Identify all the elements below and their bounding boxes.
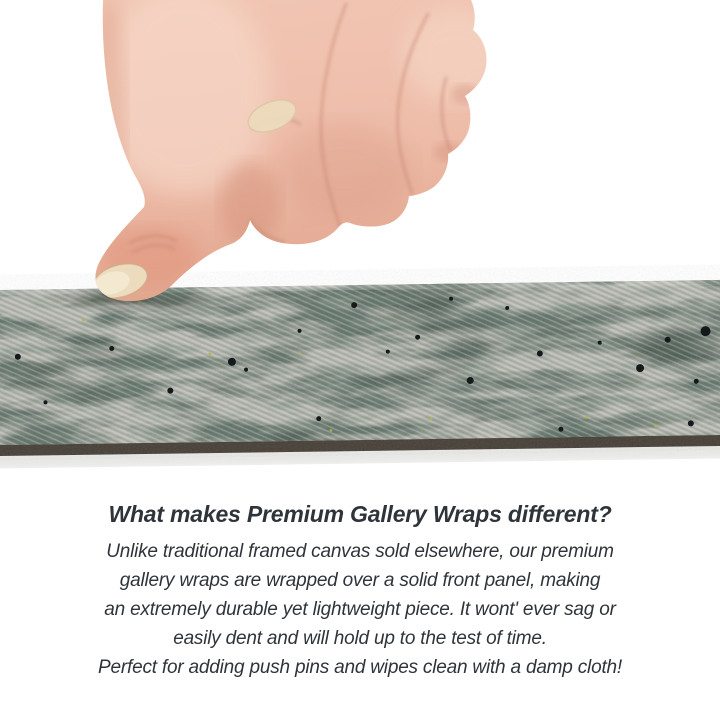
caption-line: Perfect for adding push pins and wipes clean with a damp cloth! [98, 657, 622, 678]
hand-pressing-graphic [89, 0, 510, 304]
caption-line: an extremely durable yet lightweight piece. It wont' ever sag or [104, 599, 616, 620]
caption-title: What makes Premium Gallery Wraps different? [108, 501, 612, 527]
caption-line: easily dent and will hold up to the test of time. [173, 628, 547, 649]
caption-line: gallery wraps are wrapped over a solid front panel, making [119, 570, 601, 591]
caption-line: Unlike traditional framed canvas sold elsewhere, our premium [106, 541, 614, 562]
caption [0, 501, 720, 682]
